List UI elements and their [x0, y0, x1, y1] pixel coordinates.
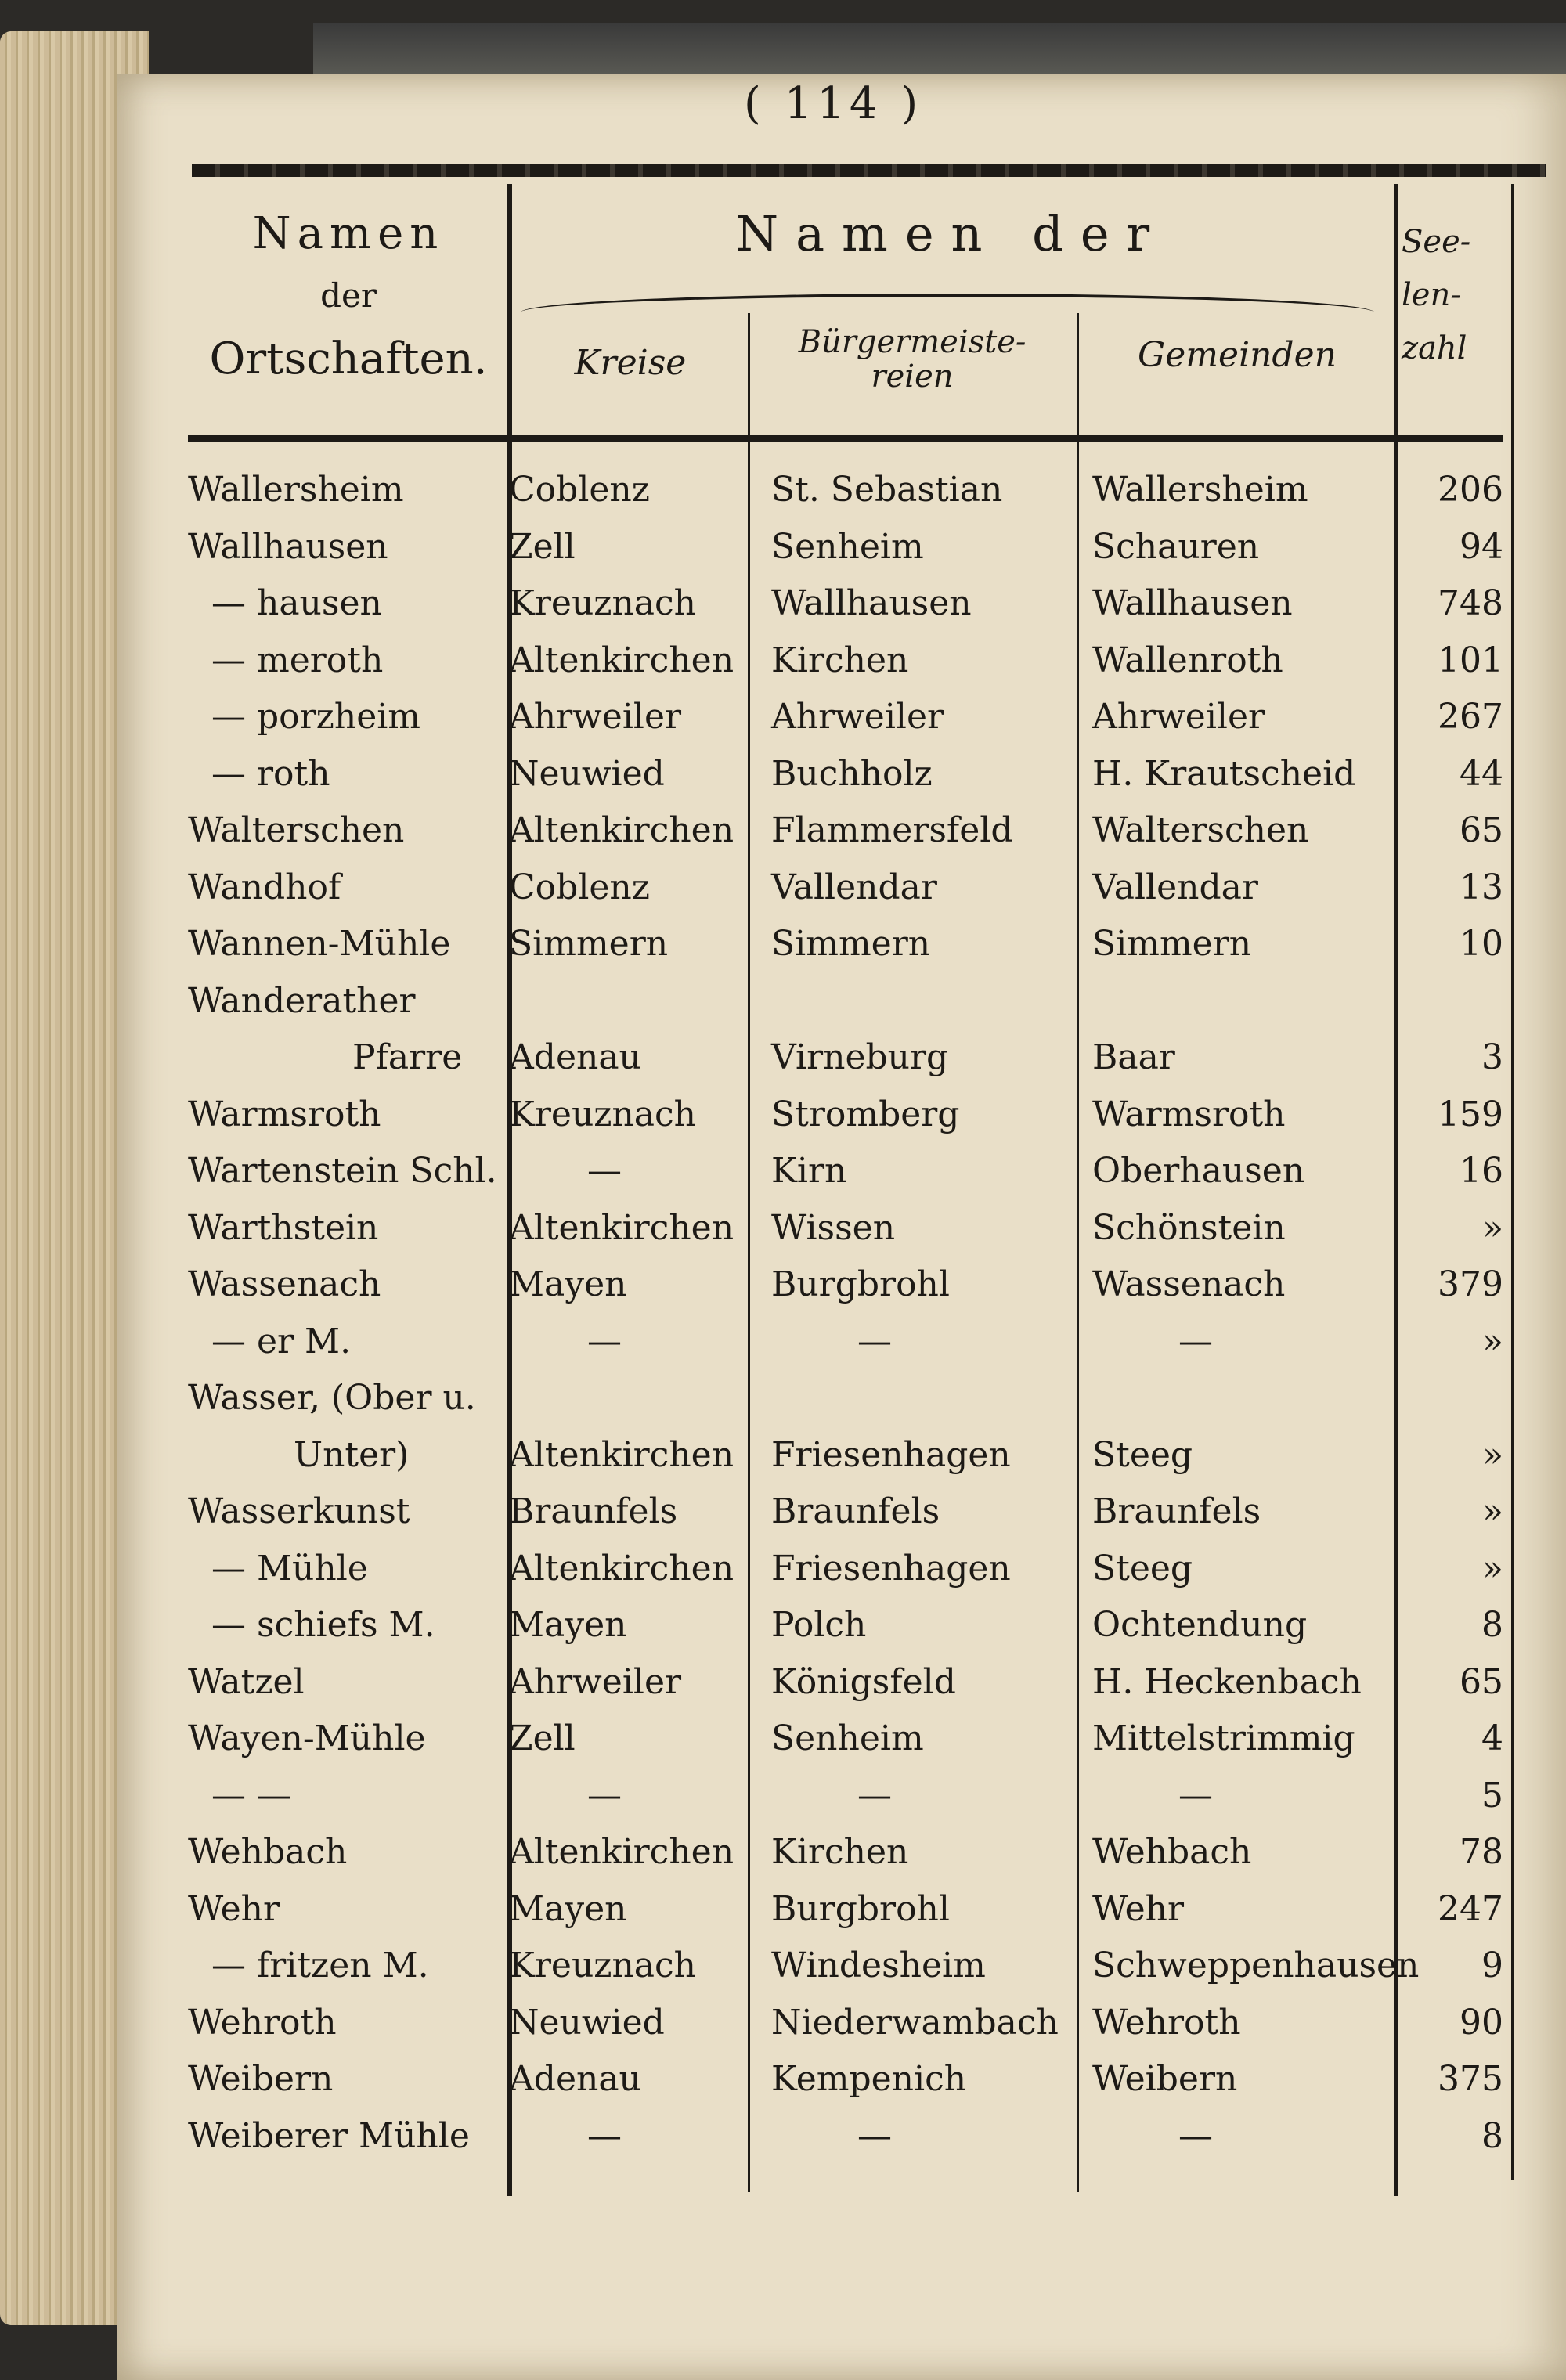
kreis-cell: Kreuznach — [509, 1945, 697, 1985]
buergermeisterei-cell: Braunfels — [771, 1491, 940, 1531]
gemeinde-cell: Oberhausen — [1092, 1151, 1305, 1191]
seelenzahl-cell: » — [1482, 1207, 1503, 1248]
table-row — [0, 519, 1566, 575]
kreis-cell: Mayen — [509, 1264, 627, 1304]
buergermeisterei-cell: Wissen — [771, 1207, 896, 1248]
kreis-cell: Altenkirchen — [509, 640, 734, 680]
place-name: — hausen — [211, 583, 382, 623]
header-ortschaften: Ortschaften. — [209, 334, 488, 384]
table-row — [0, 1654, 1566, 1711]
gemeinde-cell: Mittelstrimmig — [1092, 1718, 1355, 1758]
seelenzahl-cell: 247 — [1438, 1888, 1503, 1929]
seelenzahl-cell: 10 — [1460, 924, 1503, 964]
place-name: Wanderather — [188, 980, 416, 1021]
header-namen: Namen — [252, 208, 445, 259]
gemeinde-cell: Simmern — [1092, 924, 1252, 964]
table-row — [0, 1881, 1566, 1938]
gemeinde-cell: Wassenach — [1092, 1264, 1286, 1304]
seelenzahl-cell: 101 — [1438, 640, 1503, 680]
seelenzahl-cell: 4 — [1481, 1718, 1503, 1758]
header-kreise: Kreise — [574, 343, 687, 383]
buergermeisterei-cell: Wallhausen — [771, 583, 972, 623]
seelenzahl-cell: 8 — [1481, 1605, 1503, 1645]
table-row — [0, 1314, 1566, 1370]
buergermeisterei-cell: Senheim — [771, 526, 924, 567]
buergermeisterei-cell: Senheim — [771, 1718, 924, 1758]
header-buergermeistereien: Bürgermeiste- reien — [798, 324, 1027, 395]
kreis-cell: — — [587, 1775, 622, 1816]
buergermeisterei-cell: Simmern — [771, 924, 931, 964]
seelenzahl-cell: 8 — [1481, 2115, 1503, 2156]
place-name: Wehroth — [188, 2002, 337, 2043]
kreis-cell: Adenau — [509, 1037, 641, 1077]
place-name: — porzheim — [211, 697, 421, 737]
gemeinde-cell: Steeg — [1092, 1434, 1193, 1475]
place-name: Wallersheim — [188, 470, 404, 510]
buergermeisterei-cell: Ahrweiler — [771, 697, 944, 737]
table-row — [0, 1484, 1566, 1540]
table-row — [0, 1143, 1566, 1199]
table-row — [0, 1427, 1566, 1484]
gemeinde-cell: Wallhausen — [1092, 583, 1293, 623]
header-der: der — [320, 276, 377, 315]
seelenzahl-cell: » — [1482, 1491, 1503, 1531]
buergermeisterei-cell: — — [857, 1321, 892, 1361]
gemeinde-cell: Ahrweiler — [1092, 697, 1265, 737]
buergermeisterei-cell: Kirchen — [771, 1832, 909, 1872]
table-row — [0, 1597, 1566, 1653]
kreis-cell: Neuwied — [509, 2002, 665, 2043]
kreis-cell: Adenau — [509, 2059, 641, 2099]
seelenzahl-cell: 90 — [1460, 2002, 1503, 2043]
gemeinde-cell: Ochtendung — [1092, 1605, 1308, 1645]
place-name: — — — [211, 1775, 291, 1816]
seelenzahl-cell: 159 — [1438, 1094, 1503, 1134]
seelenzahl-cell: 3 — [1481, 1037, 1503, 1077]
gemeinde-cell: Walterschen — [1092, 810, 1309, 850]
place-name: Wallhausen — [188, 526, 388, 567]
seelenzahl-cell: 9 — [1481, 1945, 1503, 1985]
table-row — [0, 1030, 1566, 1086]
table-row — [0, 575, 1566, 632]
place-name: Wasser, (Ober u. — [188, 1378, 476, 1418]
table-row — [0, 746, 1566, 802]
gemeinde-cell: Wallenroth — [1092, 640, 1283, 680]
buergermeisterei-cell: Virneburg — [771, 1037, 949, 1077]
gemeinde-cell: Wallersheim — [1092, 470, 1308, 510]
table-row — [0, 2108, 1566, 2165]
table-row — [0, 1370, 1566, 1426]
seelenzahl-cell: » — [1482, 1321, 1503, 1361]
place-name: Weiberer Mühle — [188, 2115, 470, 2156]
kreis-cell: Altenkirchen — [509, 1434, 734, 1475]
kreis-cell: Altenkirchen — [509, 1207, 734, 1248]
table-row — [0, 1768, 1566, 1824]
seelenzahl-cell: » — [1482, 1548, 1503, 1588]
gemeinde-cell: Wehr — [1092, 1888, 1185, 1929]
gemeinde-cell: Vallendar — [1092, 867, 1258, 907]
kreis-cell: Altenkirchen — [509, 1548, 734, 1588]
table-row — [0, 1824, 1566, 1881]
seelenzahl-cell: 267 — [1438, 697, 1503, 737]
place-name: — fritzen M. — [211, 1945, 429, 1985]
header-gemeinden: Gemeinden — [1138, 335, 1337, 375]
seelenzahl-cell: 748 — [1438, 583, 1503, 623]
place-name: Wassenach — [188, 1264, 381, 1304]
table-row — [0, 1938, 1566, 1994]
table-row — [0, 689, 1566, 745]
place-name: Wannen-Mühle — [188, 924, 451, 964]
buergermeisterei-cell: Vallendar — [771, 867, 937, 907]
buergermeisterei-cell: Burgbrohl — [771, 1264, 950, 1304]
buergermeisterei-cell: Friesenhagen — [771, 1548, 1011, 1588]
place-name: Wartenstein Schl. — [188, 1151, 497, 1191]
kreis-cell: Mayen — [509, 1888, 627, 1929]
kreis-cell: Mayen — [509, 1605, 627, 1645]
gemeinde-cell: Wehbach — [1092, 1832, 1252, 1872]
table-row — [0, 1200, 1566, 1257]
buergermeisterei-cell: Stromberg — [771, 1094, 960, 1134]
buergermeisterei-cell: Kempenich — [771, 2059, 967, 2099]
gemeinde-cell: Steeg — [1092, 1548, 1193, 1588]
buergermeisterei-cell: Burgbrohl — [771, 1888, 950, 1929]
table-row — [0, 860, 1566, 916]
buergermeisterei-cell: Buchholz — [771, 753, 933, 794]
top-rule — [192, 164, 1546, 177]
place-name: Wandhof — [188, 867, 341, 907]
kreis-cell: Kreuznach — [509, 583, 697, 623]
kreis-cell: Coblenz — [509, 470, 650, 510]
table-row — [0, 973, 1566, 1030]
gemeinde-cell: Warmsroth — [1092, 1094, 1286, 1134]
place-name: Warthstein — [188, 1207, 379, 1248]
kreis-cell: Altenkirchen — [509, 810, 734, 850]
kreis-cell: Coblenz — [509, 867, 650, 907]
gemeinde-cell: Weibern — [1092, 2059, 1238, 2099]
place-name: — schiefs M. — [211, 1605, 435, 1645]
gemeinde-cell: — — [1178, 1321, 1213, 1361]
table-row — [0, 1995, 1566, 2051]
buergermeisterei-cell: Kirn — [771, 1151, 847, 1191]
buergermeisterei-cell: Flammersfeld — [771, 810, 1013, 850]
kreis-cell: Neuwied — [509, 753, 665, 794]
place-name: Wasserkunst — [188, 1491, 410, 1531]
buergermeisterei-cell: St. Sebastian — [771, 470, 1003, 510]
gemeinde-cell: — — [1178, 1775, 1213, 1816]
place-name: Pfarre — [352, 1037, 463, 1077]
place-name: Watzel — [188, 1661, 305, 1702]
seelenzahl-cell: 13 — [1460, 867, 1503, 907]
buergermeisterei-cell: — — [857, 1775, 892, 1816]
seelenzahl-cell: 78 — [1460, 1832, 1503, 1872]
buergermeisterei-cell: Königsfeld — [771, 1661, 956, 1702]
kreis-cell: Kreuznach — [509, 1094, 697, 1134]
page-number: ( 114 ) — [744, 78, 923, 129]
table-row — [0, 633, 1566, 689]
place-name: Wehr — [188, 1888, 280, 1929]
gemeinde-cell: Baar — [1092, 1037, 1175, 1077]
kreis-cell: Ahrweiler — [509, 1661, 682, 1702]
place-name: Walterschen — [188, 810, 405, 850]
gemeinde-cell: Schauren — [1092, 526, 1260, 567]
kreis-cell: — — [587, 1151, 622, 1191]
place-name: — er M. — [211, 1321, 352, 1361]
seelenzahl-cell: 65 — [1460, 810, 1503, 850]
place-name: — roth — [211, 753, 330, 794]
place-name: — meroth — [211, 640, 384, 680]
gemeinde-cell: Braunfels — [1092, 1491, 1261, 1531]
seelenzahl-cell: 16 — [1460, 1151, 1503, 1191]
place-name: Wayen-Mühle — [188, 1718, 426, 1758]
table-row — [0, 2051, 1566, 2108]
buergermeisterei-cell: Windesheim — [771, 1945, 986, 1985]
gemeinde-cell: — — [1178, 2115, 1213, 2156]
header-seelenzahl: See- len- zahl — [1402, 224, 1471, 366]
seelenzahl-cell: 94 — [1460, 526, 1503, 567]
gemeinde-cell: Schönstein — [1092, 1207, 1286, 1248]
seelenzahl-cell: 44 — [1460, 753, 1503, 794]
book-cover-strip — [313, 23, 1566, 78]
buergermeisterei-cell: — — [857, 2115, 892, 2156]
buergermeisterei-cell: Polch — [771, 1605, 867, 1645]
kreis-cell: Simmern — [509, 924, 669, 964]
table-row — [0, 1541, 1566, 1597]
kreis-cell: Ahrweiler — [509, 697, 682, 737]
place-name: Weibern — [188, 2059, 334, 2099]
kreis-cell: Zell — [509, 526, 576, 567]
buergermeisterei-cell: Kirchen — [771, 640, 909, 680]
kreis-cell: — — [587, 2115, 622, 2156]
gemeinde-cell: H. Heckenbach — [1092, 1661, 1362, 1702]
buergermeisterei-cell: Niederwambach — [771, 2002, 1059, 2043]
buergermeisterei-cell: Friesenhagen — [771, 1434, 1011, 1475]
table-row — [0, 462, 1566, 518]
place-name: Warmsroth — [188, 1094, 381, 1134]
seelenzahl-cell: 379 — [1438, 1264, 1503, 1304]
gemeinde-cell: Schweppenhausen — [1092, 1945, 1420, 1985]
seelenzahl-cell: 5 — [1481, 1775, 1503, 1816]
kreis-cell: Braunfels — [509, 1491, 678, 1531]
place-name: Unter) — [294, 1434, 410, 1475]
table-row — [0, 802, 1566, 859]
kreis-cell: Zell — [509, 1718, 576, 1758]
gemeinde-cell: H. Krautscheid — [1092, 753, 1356, 794]
table-row — [0, 1711, 1566, 1767]
header-group-title: Namen der — [735, 205, 1167, 262]
table-row — [0, 1087, 1566, 1143]
seelenzahl-cell: 206 — [1438, 470, 1503, 510]
seelenzahl-cell: 375 — [1438, 2059, 1503, 2099]
table-row — [0, 916, 1566, 972]
gemeinde-cell: Wehroth — [1092, 2002, 1241, 2043]
place-name: Wehbach — [188, 1832, 348, 1872]
table-row — [0, 1257, 1566, 1313]
kreis-cell: — — [587, 1321, 622, 1361]
header-rule — [188, 435, 1503, 442]
place-name: — Mühle — [211, 1548, 368, 1588]
kreis-cell: Altenkirchen — [509, 1832, 734, 1872]
seelenzahl-cell: » — [1482, 1434, 1503, 1475]
seelenzahl-cell: 65 — [1460, 1661, 1503, 1702]
